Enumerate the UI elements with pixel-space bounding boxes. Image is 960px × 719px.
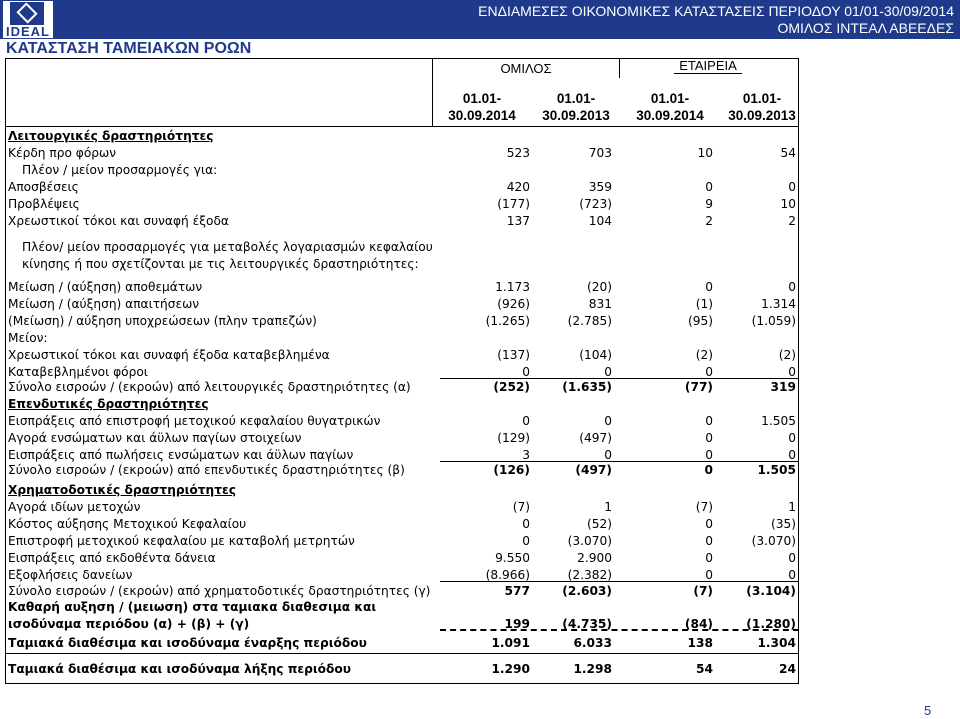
- header-banner: [0, 0, 960, 39]
- cell-value: 2.900: [577, 551, 612, 565]
- cell-value: 3: [522, 448, 530, 462]
- cell-value: 1.505: [761, 414, 796, 428]
- row-label: Σύνολο εισροών / (εκροών) από χρηματοδοτικές δραστηριότητες (γ): [8, 584, 431, 598]
- report-title: ΕΝΔΙΑΜΕΣΕΣ ΟΙΚΟΝΟΜΙΚΕΣ ΚΑΤΑΣΤΑΣΕΙΣ ΠΕΡΙΟΔΟΥ 01/01-30/09/2014: [478, 3, 954, 19]
- cell-value: 10: [780, 197, 796, 211]
- row-label: Σύνολο εισροών / (εκροών) από λειτουργικές δραστηριότητες (α): [8, 380, 411, 394]
- cell-value: 1.290: [491, 662, 530, 676]
- row-label: Λειτουργικές δραστηριότητες: [8, 129, 214, 143]
- company-column-header: ΕΤΑΙΡΕΙΑ: [679, 58, 737, 73]
- row-label: Χρεωστικοί τόκοι και συναφή έξοδα καταβεβλημένα: [8, 348, 330, 362]
- cell-value: 523: [506, 146, 530, 160]
- page-title: ΚΑΤΑΣΤΑΣΗ ΤΑΜΕΙΑΚΩΝ ΡΟΩΝ: [6, 40, 252, 57]
- row-label: Καθαρή αυξηση / (μειωση) στα ταμιακα διαθεσιμα και: [8, 600, 377, 614]
- cell-value: 1.173: [495, 280, 530, 294]
- row-label: Εισπράξεις από εκδοθέντα δάνεια: [8, 551, 216, 565]
- cell-value: (177): [497, 197, 530, 211]
- row-label: Εισπράξεις από επιστροφή μετοχικού κεφαλαίου θυγατρικών: [8, 414, 381, 428]
- cell-value: 0: [604, 414, 612, 428]
- row-label: Αγορά ενσώματων και άϋλων παγίων στοιχείων: [8, 431, 302, 445]
- cell-value: 0: [705, 431, 713, 445]
- cell-value: 0: [788, 551, 796, 565]
- row-label: Αγορά ιδίων μετοχών: [8, 500, 141, 514]
- subtotal-line-b: [440, 461, 799, 462]
- cell-value: (2): [778, 348, 796, 362]
- cell-value: 0: [705, 517, 713, 531]
- cell-value: (3.070): [567, 534, 612, 548]
- row-label: Μείωση / (αύξηση) απαιτήσεων: [8, 297, 200, 311]
- header-bottom-line: [5, 126, 799, 127]
- cell-value: (1): [695, 297, 713, 311]
- cell-value: (497): [575, 463, 612, 477]
- cell-value: (1.059): [751, 314, 796, 328]
- cell-value: 137: [506, 214, 530, 228]
- row-label: Αποσβέσεις: [8, 180, 79, 194]
- cell-value: 1: [788, 500, 796, 514]
- cell-value: (497): [579, 431, 612, 445]
- logo-text: IDEAL: [6, 24, 50, 39]
- cell-value: (926): [497, 297, 530, 311]
- row-label: Κόστος αύξησης Μετοχικού Κεφαλαίου: [8, 517, 247, 531]
- cell-value: (3.104): [746, 584, 796, 598]
- row-label: Επιστροφή μετοχικού κεφαλαίου με καταβολή μετρητών: [8, 534, 355, 548]
- cell-value: 1.298: [573, 662, 612, 676]
- row-label: Σύνολο εισροών / (εκροών) από επενδυτικές δραστηριότητες (β): [8, 463, 405, 477]
- cell-value: 359: [588, 180, 612, 194]
- cell-value: (77): [684, 380, 713, 394]
- row-label: Προβλέψεις: [8, 197, 80, 211]
- company-logo: [3, 1, 53, 38]
- cell-value: 0: [705, 414, 713, 428]
- row-label: Ταμιακά διαθέσιμα και ισοδύναμα λήξης περιόδου: [8, 662, 352, 676]
- period-header-3: [620, 90, 720, 124]
- opening-balance-line: [5, 653, 799, 654]
- cell-value: (7): [693, 584, 713, 598]
- row-label: κίνησης ή που σχετίζονται με τις λειτουργικές δραστηριότητες:: [22, 257, 419, 271]
- cell-value: 6.033: [573, 636, 612, 650]
- cell-value: 1.091: [491, 636, 530, 650]
- cell-value: (1.265): [485, 314, 530, 328]
- cell-value: (8.966): [485, 568, 530, 582]
- period-2-line2: 30.09.2013: [542, 108, 610, 123]
- cell-value: 0: [788, 431, 796, 445]
- cell-value: 420: [506, 180, 530, 194]
- period-4-line1: 01.01-: [742, 91, 782, 106]
- cell-value: 54: [696, 662, 713, 676]
- cell-value: 1.314: [761, 297, 796, 311]
- cell-value: (104): [579, 348, 612, 362]
- cell-value: (84): [684, 617, 713, 631]
- cell-value: (2): [695, 348, 713, 362]
- cell-value: 1.505: [757, 463, 796, 477]
- cell-value: 0: [788, 448, 796, 462]
- cell-value: 0: [522, 414, 530, 428]
- cell-value: 0: [522, 534, 530, 548]
- subtotal-line-c: [440, 581, 799, 582]
- cell-value: 0: [788, 365, 796, 379]
- cell-value: 0: [705, 534, 713, 548]
- cell-value: 199: [504, 617, 530, 631]
- cell-value: 1: [604, 500, 612, 514]
- cell-value: (137): [497, 348, 530, 362]
- row-label: Κέρδη προ φόρων: [8, 146, 117, 160]
- cell-value: 577: [504, 584, 530, 598]
- row-label: (Μείωση) / αύξηση υποχρεώσεων (πλην τραπεζών): [8, 314, 317, 328]
- cell-value: (2.382): [567, 568, 612, 582]
- period-3-line1: 01.01-: [650, 91, 690, 106]
- period-3-line2: 30.09.2014: [636, 108, 704, 123]
- cell-value: (7): [695, 500, 713, 514]
- cell-value: (1.280): [746, 617, 796, 631]
- cell-value: (723): [579, 197, 612, 211]
- cell-value: (2.603): [562, 584, 612, 598]
- cell-value: (3.070): [751, 534, 796, 548]
- cell-value: (2.785): [567, 314, 612, 328]
- row-label: Εισπράξεις από πωλήσεις ενσώματων και άϋλων παγίων: [8, 448, 354, 462]
- cell-value: (4.735): [562, 617, 612, 631]
- period-header-4: [712, 90, 812, 124]
- cell-value: 0: [705, 551, 713, 565]
- cell-value: 0: [704, 463, 713, 477]
- cell-value: 0: [522, 517, 530, 531]
- row-label: Ταμιακά διαθέσιμα και ισοδύναμα έναρξης περιόδου: [8, 636, 367, 650]
- logo-emblem-icon: [10, 2, 44, 25]
- group-company-divider: [619, 58, 620, 78]
- row-label: Μείον:: [8, 331, 48, 345]
- cell-value: (35): [770, 517, 796, 531]
- period-header-2: [526, 90, 626, 124]
- row-label: Χρηματοδοτικές δραστηριότητες: [8, 483, 236, 497]
- row-label: Εξοφλήσεις δανείων: [8, 568, 133, 582]
- row-label: ισοδύναμα περιόδου (α) + (β) + (γ): [8, 617, 250, 631]
- group-column-header: ΟΜΙΛΟΣ: [500, 61, 552, 76]
- cell-value: (52): [586, 517, 612, 531]
- cell-value: 0: [788, 180, 796, 194]
- cell-value: (7): [512, 500, 530, 514]
- cell-value: 9: [705, 197, 713, 211]
- period-1-line2: 30.09.2014: [448, 108, 516, 123]
- cell-value: 0: [604, 365, 612, 379]
- cell-value: (126): [493, 463, 530, 477]
- cell-value: (20): [586, 280, 612, 294]
- cell-value: 0: [604, 448, 612, 462]
- cell-value: 9.550: [495, 551, 530, 565]
- cell-value: 24: [779, 662, 796, 676]
- cell-value: (95): [687, 314, 713, 328]
- cell-value: 2: [705, 214, 713, 228]
- company-name: ΟΜΙΛΟΣ ΙΝΤΕΑΛ ΑΒΕΕΔΕΣ: [777, 20, 954, 36]
- page-number: 5: [924, 703, 932, 718]
- period-4-line2: 30.09.2013: [728, 108, 796, 123]
- cell-value: 703: [588, 146, 612, 160]
- period-1-line1: 01.01-: [462, 91, 502, 106]
- cell-value: 0: [705, 280, 713, 294]
- net-change-dash-line: [440, 629, 799, 631]
- cell-value: 0: [705, 448, 713, 462]
- period-header-1: [432, 90, 532, 124]
- cell-value: (129): [497, 431, 530, 445]
- cell-value: 319: [770, 380, 796, 394]
- cell-value: 54: [780, 146, 796, 160]
- cell-value: (252): [493, 380, 530, 394]
- cell-value: 10: [697, 146, 713, 160]
- cell-value: 2: [788, 214, 796, 228]
- cell-value: 0: [788, 568, 796, 582]
- period-2-line1: 01.01-: [556, 91, 596, 106]
- row-label: Καταβεβλημένοι φόροι: [8, 365, 148, 379]
- row-label: Επενδυτικές δραστηριότητες: [8, 397, 209, 411]
- row-label: Χρεωστικοί τόκοι και συναφή έξοδα: [8, 214, 229, 228]
- row-label: Μείωση / (αύξηση) αποθεμάτων: [8, 280, 203, 294]
- company-header-underline: [674, 73, 742, 74]
- cell-value: 104: [588, 214, 612, 228]
- row-label: Πλέον/ μείον προσαρμογές για μεταβολές λογαριασμών κεφαλαίου: [22, 240, 433, 254]
- cell-value: 0: [705, 180, 713, 194]
- row-label: Πλέον / μείον προσαρμογές για:: [22, 163, 218, 177]
- cell-value: 0: [522, 365, 530, 379]
- cell-value: 0: [705, 365, 713, 379]
- cell-value: 0: [788, 280, 796, 294]
- cell-value: 1.304: [757, 636, 796, 650]
- cell-value: 0: [705, 568, 713, 582]
- cell-value: 831: [588, 297, 612, 311]
- cell-value: (1.635): [562, 380, 612, 394]
- cell-value: 138: [687, 636, 713, 650]
- subtotal-line-a: [440, 378, 799, 379]
